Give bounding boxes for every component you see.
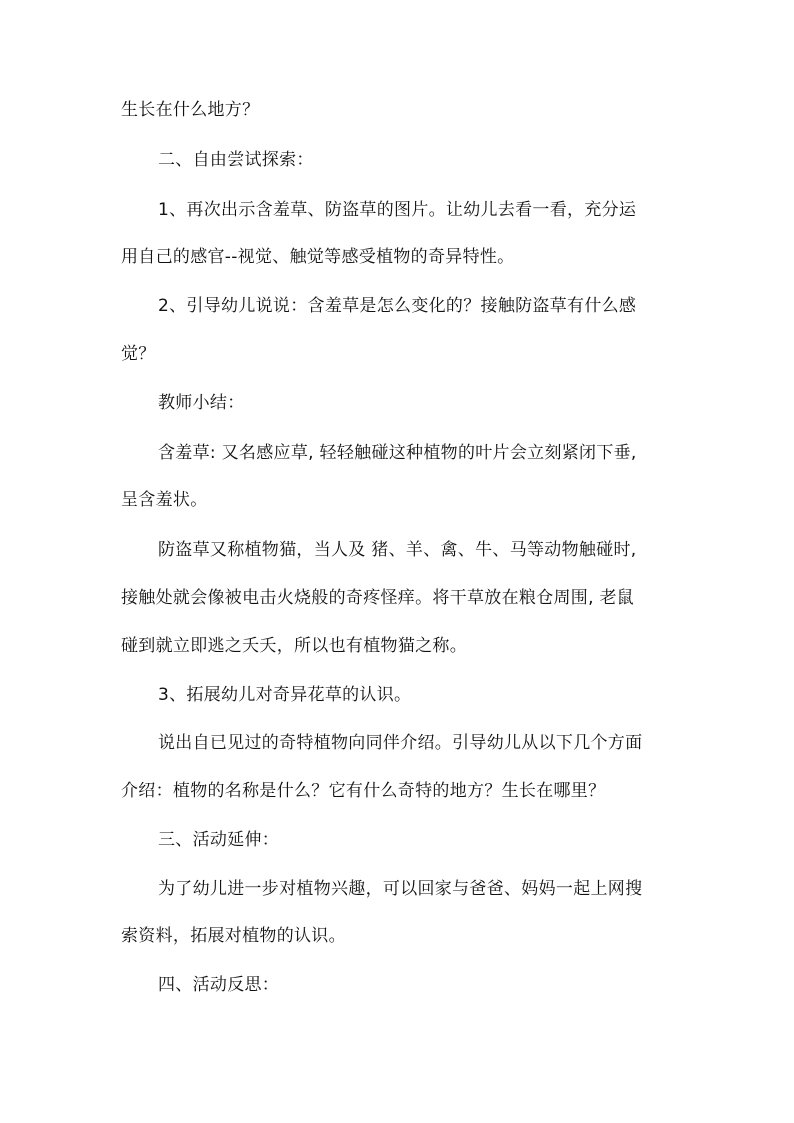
text-line: 含羞草: 又名感应草, 轻轻触碰这种植物的叶片会立刻紧闭下垂, bbox=[158, 443, 637, 463]
text-line: 3、拓展幼儿对奇异花草的认识。 bbox=[158, 685, 412, 705]
section-heading: 三、活动延伸： bbox=[158, 830, 280, 850]
section-heading: 四、活动反思： bbox=[158, 975, 280, 995]
text-line: 1、再次出示含羞草、防盗草的图片。让幼儿去看一看，充分运 bbox=[158, 200, 637, 220]
text-line: 教师小结： bbox=[158, 393, 245, 413]
text-line: 生长在什么地方？ bbox=[121, 100, 260, 120]
text-line: 接触处就会像被电击火烧般的奇疼怪痒。将干草放在粮仓周围, 老鼠 bbox=[121, 588, 635, 608]
text-line: 用自己的感官--视觉、触觉等感受植物的奇异特性。 bbox=[121, 247, 515, 267]
text-line: 呈含羞状。 bbox=[121, 490, 208, 510]
text-line: 介绍：植物的名称是什么？它有什么奇特的地方？生长在哪里？ bbox=[121, 781, 606, 801]
text-line: 觉？ bbox=[121, 344, 156, 364]
text-line: 为了幼儿进一步对植物兴趣，可以回家与爸爸、妈妈一起上网搜 bbox=[158, 879, 643, 899]
text-line: 说出自已见过的奇特植物向同伴介绍。引导幼儿从以下几个方面 bbox=[158, 733, 643, 753]
text-line: 防盗草又称植物猫，当人及 猪、羊、禽、牛、马等动物触碰时, bbox=[158, 540, 637, 560]
text-line: 2、引导幼儿说说：含羞草是怎么变化的？接触防盗草有什么感 bbox=[158, 296, 637, 316]
section-heading: 二、自由尝试探索： bbox=[158, 150, 314, 170]
text-line: 索资料，拓展对植物的认识。 bbox=[121, 926, 346, 946]
text-line: 碰到就立即逃之夭夭，所以也有植物猫之称。 bbox=[121, 636, 467, 656]
